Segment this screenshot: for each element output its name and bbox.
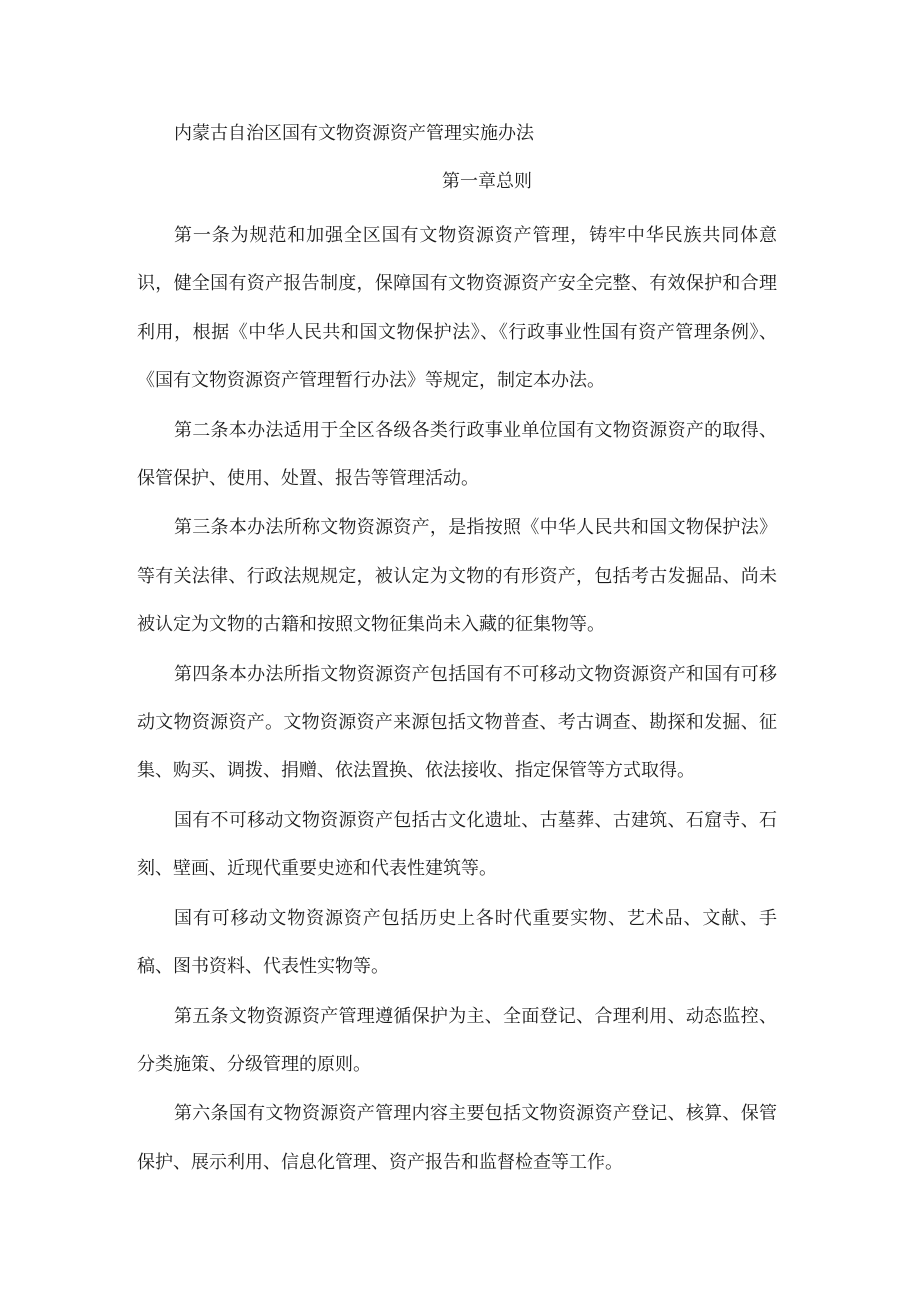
immovable-assets-paragraph: 国有不可移动文物资源资产包括古文化遗址、古墓葬、古建筑、石窟寺、石刻、壁画、近现代重要史迹和代表性建筑等。 (137, 809, 777, 880)
chapter-title: 第一章总则 (442, 171, 532, 192)
document-title: 内蒙古自治区国有文物资源资产管理实施办法 (174, 123, 534, 144)
document-body (137, 212, 777, 1188)
article-1-paragraph: 第一条为规范和加强全区国有文物资源资产管理，铸牢中华民族共同体意识，健全国有资产报告制度，保障国有文物资源资产安全完整、有效保护和合理利用，根据《中华人民共和国文物保护法》、《行政事业性国有资产管理条例》、《国有文物资源资产管理暂行办法》等规定，制定本办法。 (137, 225, 777, 392)
article-4-paragraph: 第四条本办法所指文物资源资产包括国有不可移动文物资源资产和国有可移动文物资源资产。文物资源资产来源包括文物普查、考古调查、勘探和发掘、征集、购买、调拨、捐赠、依法置换、依法接收、指定保管等方式取得。 (137, 663, 777, 782)
article-6-paragraph: 第六条国有文物资源资产管理内容主要包括文物资源资产登记、核算、保管保护、展示利用、信息化管理、资产报告和监督检查等工作。 (137, 1103, 777, 1173)
movable-assets-paragraph: 国有可移动文物资源资产包括历史上各时代重要实物、艺术品、文献、手稿、图书资料、代表性实物等。 (137, 907, 777, 978)
article-5-paragraph: 第五条文物资源资产管理遵循保护为主、全面登记、合理利用、动态监控、分类施策、分级管理的原则。 (137, 1005, 777, 1075)
article-2-paragraph: 第二条本办法适用于全区各级各类行政事业单位国有文物资源资产的取得、保管保护、使用、处置、报告等管理活动。 (137, 419, 777, 490)
article-3-paragraph: 第三条本办法所称文物资源资产，是指按照《中华人民共和国文物保护法》等有关法律、行政法规规定，被认定为文物的有形资产，包括考古发掘品、尚未被认定为文物的古籍和按照文物征集尚未入藏的征集物等。 (137, 517, 777, 636)
